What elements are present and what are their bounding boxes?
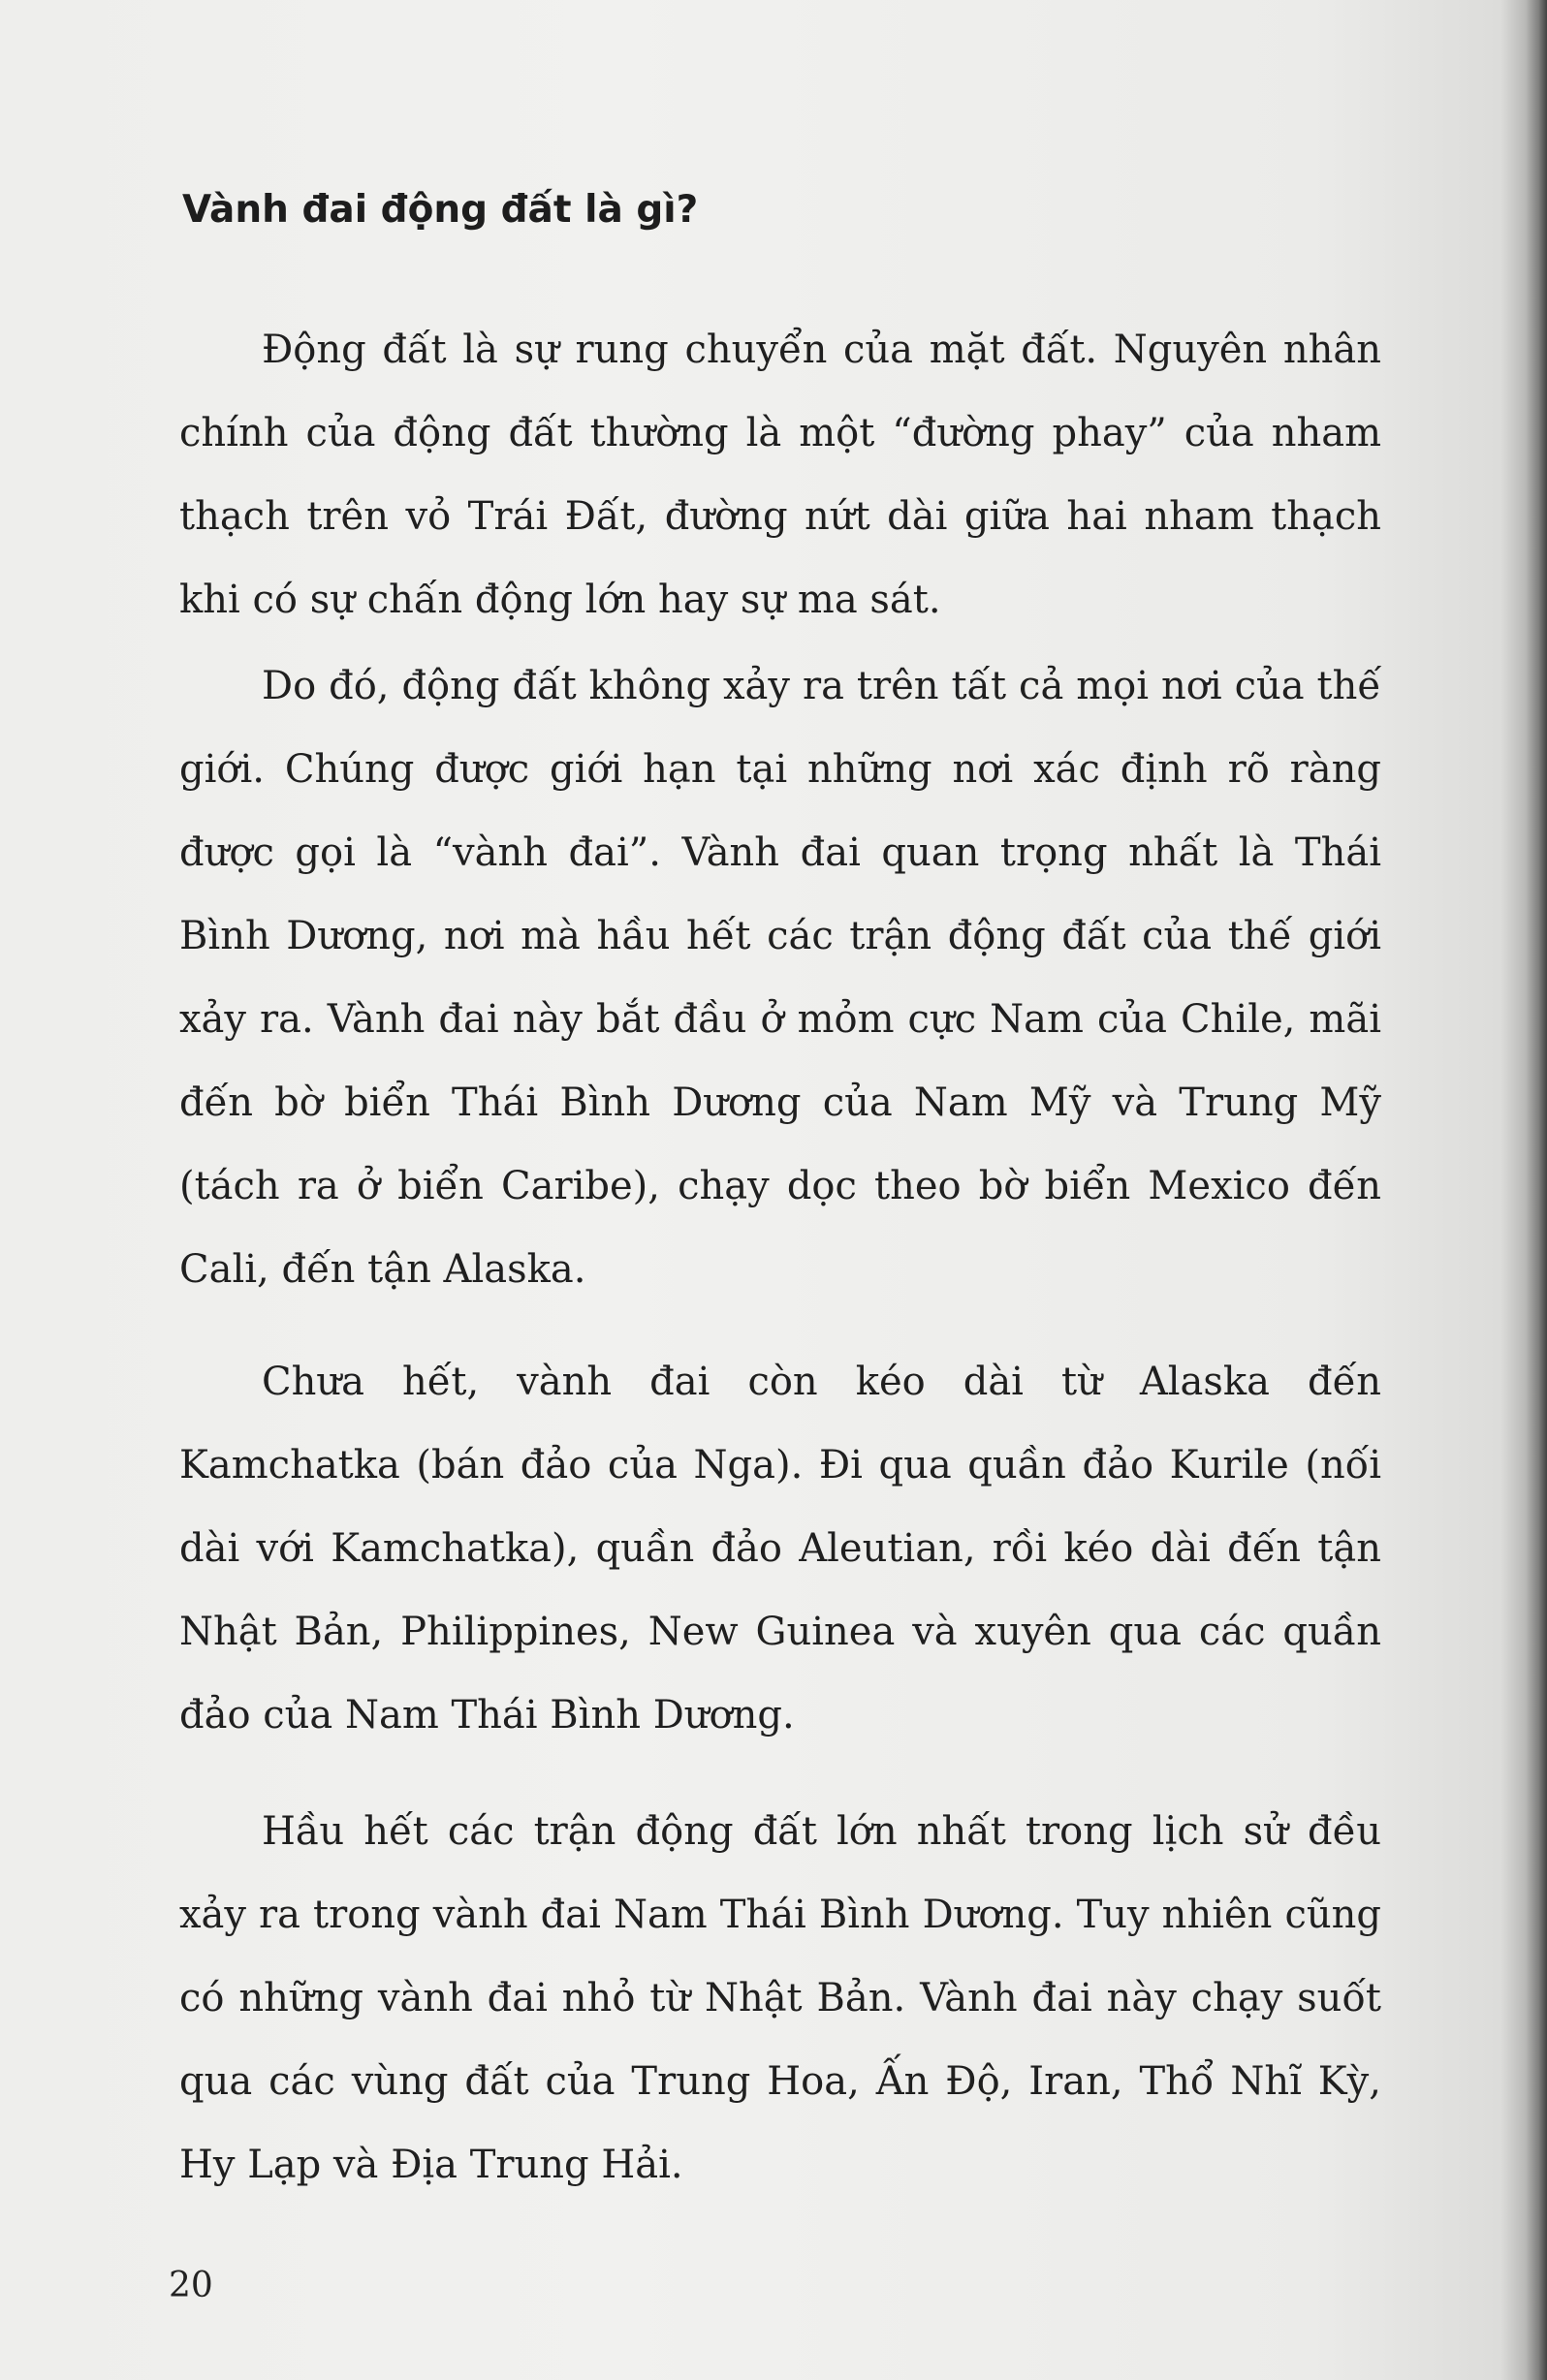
paragraph-4: Hầu hết các trận động đất lớn nhất trong lịch sử đều xảy ra trong vành đai Nam Thái Bình Dương. Tuy nhiên cũng có những vành đai nhỏ từ Nhật Bản. Vành đai này chạy suốt qua các vùng đất của Trung Hoa, Ấn Độ, Iran, Thổ Nhĩ Kỳ, Hy Lạp và Địa Trung Hải. — [179, 1809, 1381, 2187]
paragraph-1: Động đất là sự rung chuyển của mặt đất. Nguyên nhân chính của động đất thường là một “đường phay” của nham thạch trên vỏ Trái Đất, đường nứt dài giữa hai nham thạch khi có sự chấn động lớn hay sự ma sát. — [179, 328, 1381, 622]
page-edge-shadow — [1526, 0, 1547, 2380]
page-number: 20 — [169, 2266, 213, 2305]
paragraph-3: Chưa hết, vành đai còn kéo dài từ Alaska đến Kamchatka (bán đảo của Nga). Đi qua quần đảo Kurile (nối dài với Kamchatka), quần đảo Aleutian, rồi kéo dài đến tận Nhật Bản, Philippines, New Guinea và xuyên qua các quần đảo của Nam Thái Bình Dương. — [179, 1360, 1381, 1738]
paragraph-2: Do đó, động đất không xảy ra trên tất cả mọi nơi của thế giới. Chúng được giới hạn tại những nơi xác định rõ ràng được gọi là “vành đai”. Vành đai quan trọng nhất là Thái Bình Dương, nơi mà hầu hết các trận động đất của thế giới xảy ra. Vành đai này bắt đầu ở mỏm cực Nam của Chile, mãi đến bờ biển Thái Bình Dương của Nam Mỹ và Trung Mỹ (tách ra ở biển Caribe), chạy dọc theo bờ biển Mexico đến Cali, đến tận Alaska. — [179, 664, 1381, 1292]
section-heading: Vành đai động đất là gì? — [182, 188, 699, 232]
